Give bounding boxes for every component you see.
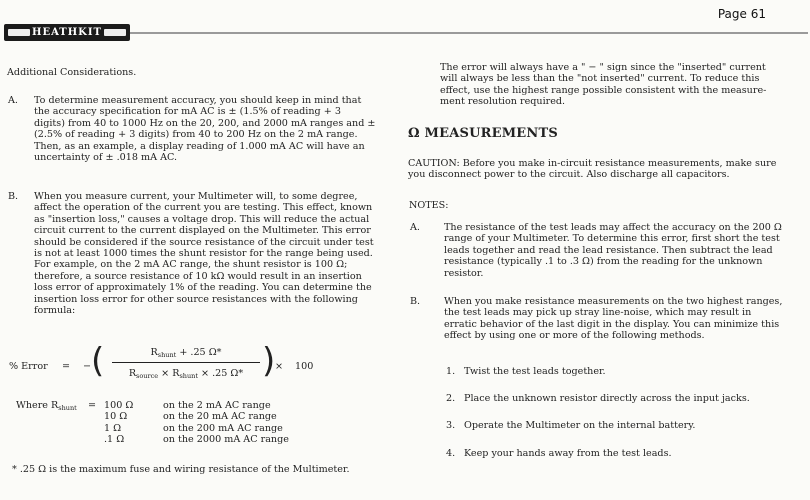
method-text: Operate the Multimeter on the internal battery. (464, 420, 696, 431)
formula-den-sub1: source (136, 372, 159, 380)
item-b-line: insertion loss error for other source resistances with the following (34, 293, 358, 305)
shunt-ranges (163, 400, 289, 446)
formula-den-r1: R (128, 368, 137, 379)
method-number: 4. (446, 448, 456, 459)
formula-den-sub2: shunt (179, 372, 198, 380)
formula-num-sub: shunt (157, 351, 177, 359)
method-text: Twist the test leads together. (464, 366, 606, 377)
item-b-line: For example, on the 2 mA AC range, the shunt resistor is 100 Ω; (34, 259, 348, 271)
formula-fraction-bar (112, 362, 260, 363)
item-a-line: uncertainty of ± .018 mA AC. (34, 152, 178, 164)
note-a-label: A. (410, 222, 420, 233)
formula-den-mid: × R (158, 368, 180, 379)
item-b-text (34, 191, 379, 316)
note-b-label: B. (410, 296, 421, 307)
logo-left-wing (8, 29, 30, 36)
item-b-line: loss error of approximately 1% of the reading. You can determine the (34, 282, 372, 294)
shunt-range: on the 2 mA AC range (163, 400, 271, 411)
item-b-line: circuit current to the current displayed on the Multimeter. This error (34, 225, 371, 237)
formula-numerator (112, 347, 260, 361)
formula-denominator (112, 368, 260, 382)
intro-line: The error will always have a " − " sign since the "inserted" current (440, 62, 766, 73)
shunt-value: 10 Ω (104, 411, 128, 423)
page-number: Page 61 (717, 7, 766, 21)
shunt-range: on the 2000 mA AC range (163, 434, 289, 446)
item-a-text (34, 95, 379, 163)
item-a-line: the accuracy specification for mA AC is ± (1.5% of reading + 3 (34, 106, 341, 118)
shunt-value: .1 Ω (104, 434, 125, 446)
right-intro (440, 62, 790, 108)
method-number: 2. (446, 393, 456, 404)
shunt-value: 100 Ω (104, 400, 134, 411)
note-b-text (444, 296, 794, 342)
formula-equals: = (62, 361, 71, 372)
shunt-range: on the 20 mA AC range (163, 411, 277, 423)
item-b-line: affect the operation of the current you are testing. This effect, known (34, 202, 373, 214)
note-b-line: erratic behavior of the last digit in the display. You can minimize this (444, 318, 780, 330)
formula-left-paren: ( (91, 341, 105, 381)
intro-line: ment resolution required. (440, 96, 566, 108)
header-rule (130, 32, 808, 34)
formula-num-r: R (150, 347, 158, 358)
heathkit-logo (4, 24, 130, 41)
item-b-line: is not at least 1000 times the shunt resistor for the range being used. (34, 248, 373, 260)
method-text: Keep your hands away from the test leads. (464, 448, 672, 459)
method-number: 1. (446, 366, 456, 377)
formula-minus: − (83, 361, 92, 372)
item-b-line: therefore, a source resistance of 10 kΩ would result in an insertion (34, 270, 362, 282)
where-r: Where R (16, 400, 59, 411)
logo-text: HEATHKIT (32, 27, 102, 38)
method-text: Place the unknown resistor directly across the input jacks. (464, 393, 750, 404)
item-b-line: When you measure current, your Multimeter will, to some degree, (34, 191, 358, 202)
item-b-line: formula: (34, 305, 76, 317)
formula-den-rest: × .25 Ω* (197, 368, 244, 379)
formula-times: × (275, 361, 284, 372)
formula-hundred: 100 (295, 361, 314, 372)
note-a-line: range of your Multimeter. To determine this error, first short the test (444, 233, 780, 245)
note-a-line: The resistance of the test leads may affect the accuracy on the 200 Ω (444, 222, 782, 233)
note-b-line: the test leads may pick up stray line-noise, which may result in (444, 307, 752, 319)
section-title: Additional Considerations. (7, 67, 137, 78)
item-b-label: B. (8, 191, 19, 202)
formula-num-rest: + .25 Ω* (176, 347, 222, 358)
item-a-line: (2.5% of reading + 3 digits) from 40 to 200 Hz on the 2 mA range. (34, 129, 358, 141)
item-a-line: Then, as an example, a display reading of 1.000 mA AC will have an (34, 140, 365, 152)
section-heading: Ω MEASUREMENTS (408, 126, 558, 141)
error-formula (0, 340, 400, 390)
shunt-values (104, 400, 133, 446)
caution-line: CAUTION: Before you make in-circuit resistance measurements, make sure (408, 158, 777, 169)
method-number: 3. (446, 420, 456, 431)
notes-label: NOTES: (409, 200, 449, 211)
intro-line: will always be less than the "not inserted" current. To reduce this (440, 73, 760, 85)
where-label (16, 400, 77, 414)
intro-line: effect, use the highest range possible consistent with the measure- (440, 84, 767, 96)
item-b-line: should be considered if the source resistance of the circuit under test (34, 236, 374, 248)
formula-right-paren: ) (262, 341, 276, 381)
shunt-value: 1 Ω (104, 422, 122, 434)
note-a-line: leads together and read the lead resistance. Then subtract the lead (444, 244, 773, 256)
note-b-line: effect by using one or more of the following methods. (444, 330, 705, 342)
formula-lhs: % Error (9, 361, 48, 372)
caution-line: you disconnect power to the circuit. Also discharge all capacitors. (408, 169, 730, 181)
where-sub: shunt (58, 404, 77, 412)
caution-text (408, 158, 803, 181)
note-a-text (444, 222, 794, 279)
where-equals: = (88, 400, 97, 411)
note-b-line: When you make resistance measurements on the two highest ranges, (444, 296, 783, 307)
footnote: * .25 Ω is the maximum fuse and wiring resistance of the Multimeter. (12, 464, 350, 475)
item-b-line: as "insertion loss," causes a voltage drop. This will reduce the actual (34, 213, 370, 225)
note-a-line: resistance (typically .1 to .3 Ω) from the reading for the unknown (444, 256, 763, 268)
shunt-range: on the 200 mA AC range (163, 422, 283, 434)
item-a-label: A. (8, 95, 18, 106)
item-a-line: To determine measurement accuracy, you should keep in mind that (34, 95, 362, 106)
note-a-line: resistor. (444, 267, 484, 279)
logo-right-wing (104, 29, 126, 36)
item-a-line: digits) from 40 to 1000 Hz on the 20, 200, and 2000 mA ranges and ± (34, 117, 376, 129)
